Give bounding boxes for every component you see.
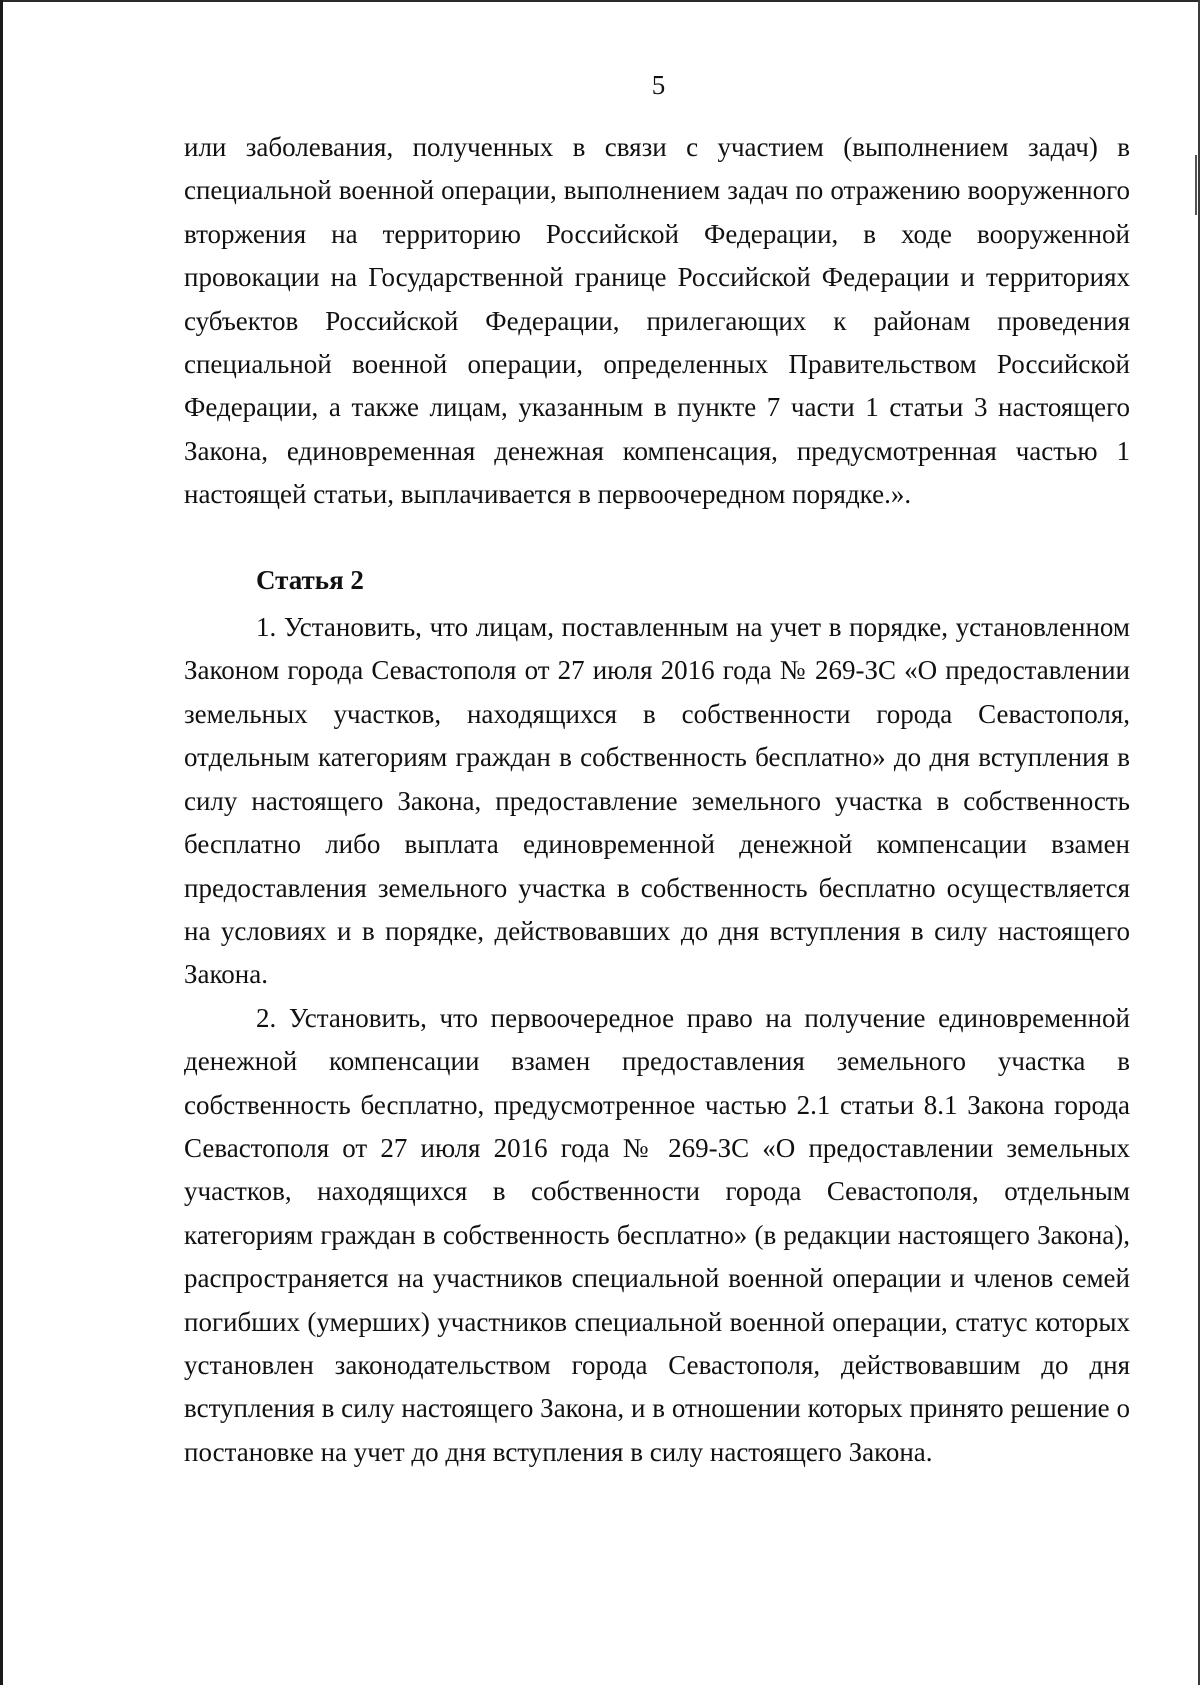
article-heading: Статья 2 <box>256 564 364 595</box>
scan-mark <box>1195 155 1197 215</box>
scan-edge-left <box>0 0 3 1685</box>
document-body <box>184 126 1130 1474</box>
scan-edge-top <box>0 0 1200 2</box>
page-number: 5 <box>651 70 666 100</box>
continuation-paragraph: или заболевания, полученных в связи с участием (выполнением задач) в специальной военной операции, выполнением задач по отражению вооруженного вторжения на территорию Российской Федерации, в ходе вооруженной провокации на Государственной границе Российской Федерации и территориях субъектов Российской Федерации, прилегающих к районам проведения специальной военной операции, определенных Правительством Российской Федерации, а также лицам, указанным в пункте 7 части 1 статьи 3 настоящего Закона, единовременная денежная компенсация, предусмотренная частью 1 настоящей статьи, выплачивается в первоочередном порядке.». <box>184 132 1130 510</box>
article-paragraph-1: 1. Установить, что лицам, поставленным на учет в порядке, установленном Законом города Севастополя от 27 июля 2016 года № 269-ЗС «О предоставлении земельных участков, находящихся в собственности города Севастополя, отдельным категориям граждан в собственность бесплатно» до дня вступления в силу настоящего Закона, предоставление земельного участка в собственность бесплатно либо выплата единовременной денежной компенсации взамен предоставления земельного участка в собственность бесплатно осуществляется на условиях и в порядке, действовавших до дня вступления в силу настоящего Закона. <box>184 612 1130 990</box>
article-paragraph-2: 2. Установить, что первоочередное право на получение единовременной денежной компенсации взамен предоставления земельного участка в собственность бесплатно, предусмотренное частью 2.1 статьи 8.1 Закона города Севастополя от 27 июля 2016 года № 269-ЗС «О предоставлении земельных участков, находящихся в собственности города Севастополя, отдельным категориям граждан в собственность бесплатно» (в редакции настоящего Закона), распространяется на участников специальной военной операции и членов семей погибших (умерших) участников специальной военной операции, статус которых установлен законодательством города Севастополя, действовавшим до дня вступления в силу настоящего Закона, и в отношении которых принято решение о постановке на учет до дня вступления в силу настоящего Закона. <box>184 1002 1130 1467</box>
